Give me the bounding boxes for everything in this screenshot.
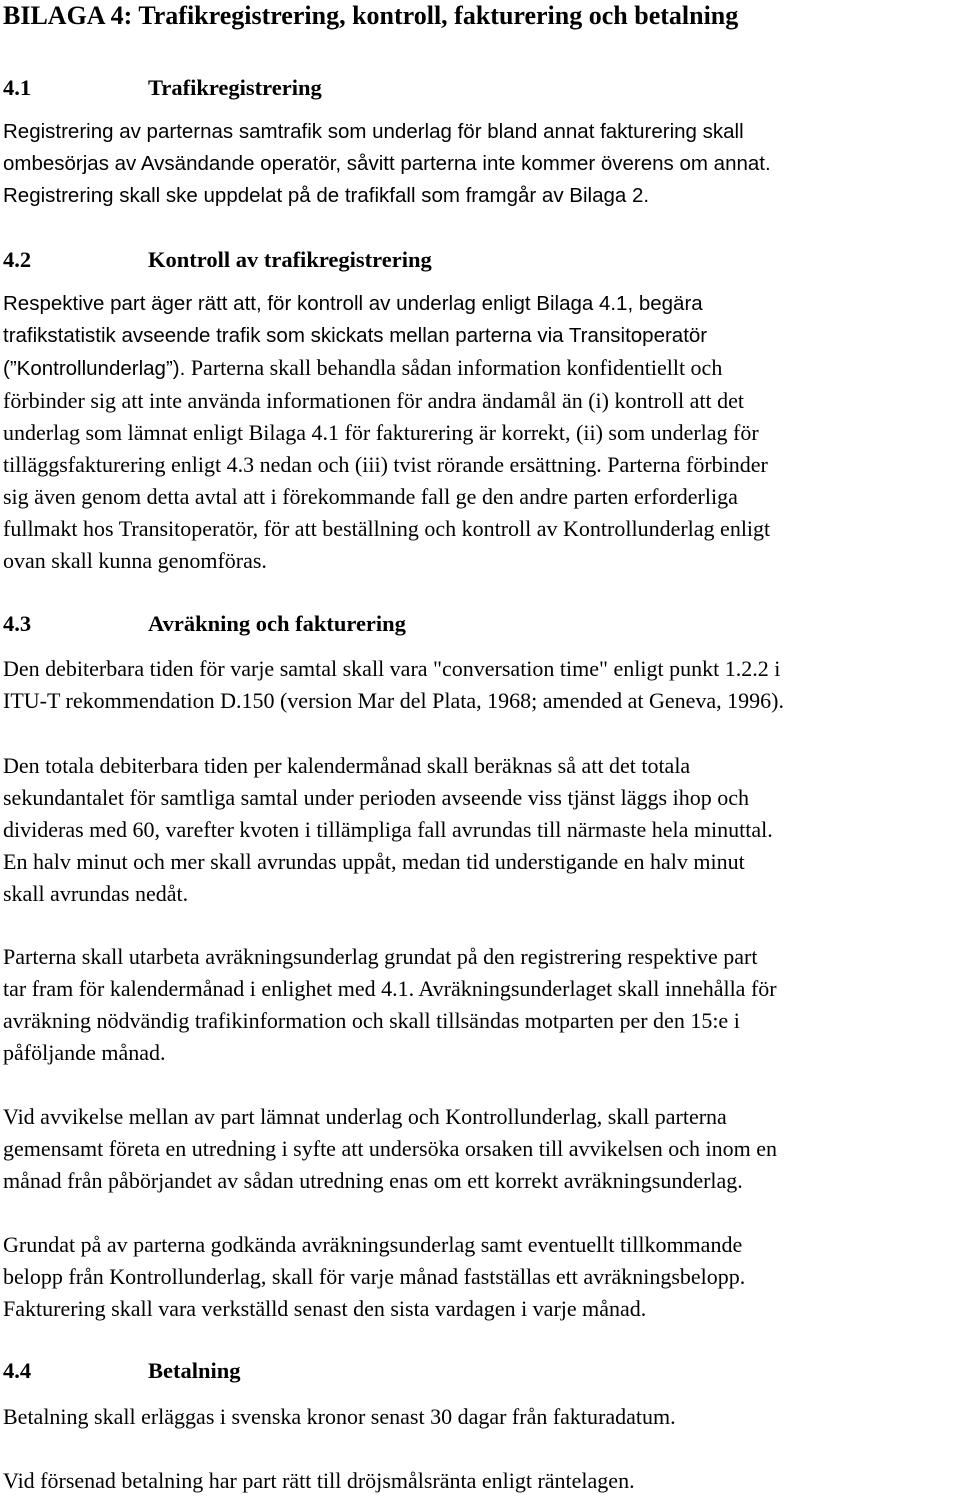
text-run-sans: (”Kontrollunderlag”).	[3, 357, 186, 380]
section-number: 4.4	[3, 1358, 32, 1383]
text-line: divideras med 60, varefter kvoten i tillämpliga fall avrundas till närmaste hela minuttal.	[3, 817, 773, 842]
text-line: ITU-T rekommendation D.150 (version Mar del Plata, 1968; amended at Geneva, 1996).	[3, 688, 784, 713]
text-line: trafikstatistik avseende trafik som skickats mellan parterna via Transitoperatör	[3, 324, 708, 347]
text-line: Den debiterbara tiden för varje samtal skall vara "conversation time" enligt punkt 1.2.2 i	[3, 656, 781, 681]
text-line: sig även genom detta avtal att i förekommande fall ge den andre parten erforderliga	[3, 484, 738, 509]
text-run-serif: Parterna skall behandla sådan information konfidentiellt och	[190, 355, 723, 380]
section-title: Avräkning och fakturering	[148, 611, 406, 636]
text-line: tar fram för kalendermånad i enlighet med 4.1. Avräkningsunderlaget skall innehålla för	[3, 976, 777, 1001]
text-line: avräkning nödvändig trafikinformation och skall tillsändas motparten per den 15:e i	[3, 1008, 740, 1033]
paragraph-4-1	[3, 116, 958, 212]
paragraph-4-3-2	[3, 750, 958, 910]
text-line: En halv minut och mer skall avrundas uppåt, medan tid understigande en halv minut	[3, 849, 745, 874]
text-line: påföljande månad.	[3, 1040, 166, 1065]
text-line: ombesörjas av Avsändande operatör, såvitt parterna inte kommer överens om annat.	[3, 152, 771, 175]
text-line: skall avrundas nedåt.	[3, 881, 189, 906]
text-line: ovan skall kunna genomföras.	[3, 548, 267, 573]
text-line: Fakturering skall vara verkställd senast den sista vardagen i varje månad.	[3, 1296, 647, 1321]
paragraph-4-2	[3, 288, 958, 577]
section-heading-4-1	[3, 73, 322, 103]
paragraph-4-3-5	[3, 1229, 958, 1325]
section-number: 4.1	[3, 75, 32, 100]
text-line: gemensamt företa en utredning i syfte att undersöka orsaken till avvikelsen och inom en	[3, 1136, 778, 1161]
text-line: förbinder sig att inte använda informationen för andra ändamål än (i) kontroll att det	[3, 388, 745, 413]
section-heading-4-2	[3, 245, 432, 275]
paragraph-4-3-1	[3, 653, 958, 717]
section-title: Trafikregistrering	[148, 75, 322, 100]
text-line: sekundantalet för samtliga samtal under perioden avseende viss tjänst läggs ihop och	[3, 785, 749, 810]
text-line: månad från påbörjandet av sådan utredning enas om ett korrekt avräkningsunderlag.	[3, 1168, 743, 1193]
text-run: Parterna förbinder	[607, 452, 768, 477]
text-line: fullmakt hos Transitoperatör, för att beställning och kontroll av Kontrollunderlag enligt	[3, 516, 771, 541]
section-heading-4-4	[3, 1356, 241, 1386]
paragraph-4-3-4	[3, 1101, 958, 1197]
section-number: 4.2	[3, 247, 32, 272]
text-line: Registrering skall ske uppdelat på de trafikfall som framgår av Bilaga 2.	[3, 184, 650, 207]
text-line: Parterna skall utarbeta avräkningsunderlag grundat på den registrering respektive part	[3, 944, 758, 969]
text-line: Respektive part äger rätt att, för kontroll av underlag enligt Bilaga 4.1, begära	[3, 292, 703, 315]
text-run: tilläggsfakturering enligt 4.3 nedan och (iii) tvist rörande ersättning.	[3, 452, 602, 477]
text-line: Registrering av parternas samtrafik som underlag för bland annat fakturering skall	[3, 120, 744, 143]
text-line-mixed	[3, 352, 958, 385]
paragraph-4-3-3	[3, 941, 958, 1069]
text-line: Vid avvikelse mellan av part lämnat underlag och Kontrollunderlag, skall parterna	[3, 1104, 727, 1129]
text-line: Den totala debiterbara tiden per kalendermånad skall beräknas så att det totala	[3, 753, 691, 778]
section-heading-4-3	[3, 609, 406, 639]
text-line-mixed	[3, 449, 958, 481]
paragraph-4-4-2	[3, 1465, 958, 1497]
text-line: underlag som lämnat enligt Bilaga 4.1 för fakturering är korrekt, (ii) som underlag för	[3, 420, 759, 445]
paragraph-4-4-1	[3, 1401, 958, 1433]
text-line: Betalning skall erläggas i svenska kronor senast 30 dagar från fakturadatum.	[3, 1404, 676, 1429]
section-title: Betalning	[148, 1358, 241, 1383]
section-title: Kontroll av trafikregistrering	[148, 247, 432, 272]
document-title: BILAGA 4: Trafikregistrering, kontroll, fakturering och betalning	[3, 1, 739, 30]
section-number: 4.3	[3, 611, 32, 636]
text-line: Grundat på av parterna godkända avräkningsunderlag samt eventuellt tillkommande	[3, 1232, 743, 1257]
text-line: Vid försenad betalning har part rätt till dröjsmålsränta enligt räntelagen.	[3, 1468, 635, 1493]
text-line: belopp från Kontrollunderlag, skall för varje månad fastställas ett avräkningsbelopp.	[3, 1264, 746, 1289]
